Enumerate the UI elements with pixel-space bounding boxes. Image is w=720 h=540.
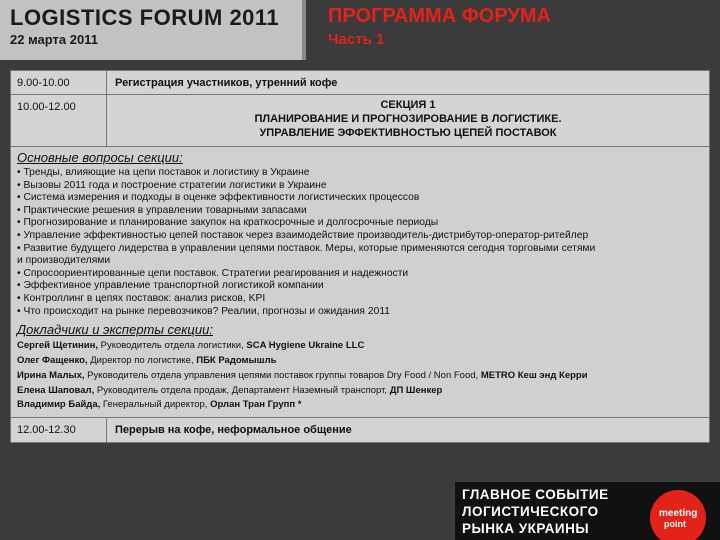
list-item: • Управление эффективностью цепей поставок через взаимодействие производитель-дистрибутор-оператор-ритейлер	[17, 229, 589, 241]
program-part: Часть 1	[328, 31, 385, 48]
list-item: • Тренды, влияющие на цепи поставок и логистику в Украине	[17, 167, 310, 178]
list-item: • Практические решения в управлении товарными запасами	[17, 204, 307, 216]
speaker-company: Орлан Тран Групп *	[210, 399, 302, 411]
speaker-role: Руководитель отдела логистики,	[97, 340, 247, 352]
list-item: • Система измерения и подходы в оценке эффективности логистических процессов	[17, 192, 420, 204]
speaker-name: Сергей Щетинин,	[17, 340, 98, 352]
speakers-list	[17, 339, 703, 413]
list-item: и производителями	[17, 255, 111, 267]
speaker-role: Директор по логистике,	[87, 354, 197, 366]
speaker-company: ДП Шенкер	[389, 384, 443, 396]
schedule-time: 12.00-12.30	[11, 418, 107, 442]
forum-title: LOGISTICS FORUM 2011	[10, 5, 280, 30]
logo-text: meeting	[659, 508, 698, 519]
forum-date: 22 марта 2011	[10, 32, 98, 47]
section-body	[11, 147, 709, 418]
footer-line: ГЛАВНОЕ СОБЫТИЕ	[462, 487, 609, 502]
schedule-table	[10, 70, 710, 443]
speakers-heading: Докладчики и эксперты секции:	[17, 322, 213, 338]
speaker-company: SCA Hygiene Ukraine LLC	[246, 340, 365, 352]
speaker-role: Руководитель отдела управления цепями поставок группы товаров Dry Food / Non Food,	[84, 369, 481, 381]
section-title-line: ПЛАНИРОВАНИЕ И ПРОГНОЗИРОВАНИЕ В ЛОГИСТИКЕ.	[254, 113, 562, 125]
schedule-desc: Регистрация участников, утренний кофе	[115, 77, 338, 89]
footer-line: ЛОГИСТИЧЕСКОГО	[462, 504, 599, 519]
speaker-item	[17, 384, 703, 399]
section-title-line: СЕКЦИЯ 1	[380, 99, 436, 111]
program-title: ПРОГРАММА ФОРУМА	[328, 5, 551, 27]
speaker-item	[17, 369, 703, 384]
schedule-row	[11, 95, 709, 147]
questions-list	[17, 167, 703, 318]
list-item: • Контроллинг в цепях поставок: анализ рисков, KPI	[17, 292, 266, 304]
speaker-name: Владимир Байда,	[17, 399, 101, 411]
speaker-company: ПБК Радомышль	[196, 354, 277, 366]
speaker-item	[17, 339, 703, 354]
list-item: • Вызовы 2011 года и построение стратегии логистики в Украине	[17, 179, 327, 191]
schedule-time: 9.00-10.00	[11, 71, 107, 94]
header-left-panel	[0, 0, 306, 60]
list-item: • Спросоориентированные цепи поставок. Стратегии реагирования и надежности	[17, 267, 409, 279]
logo-text: point	[664, 519, 686, 529]
speaker-company: METRO Кеш энд Керри	[480, 369, 588, 381]
speaker-name: Елена Шаповал,	[17, 384, 95, 396]
speaker-role: Руководитель отдела продаж, Департамент Наземный транспорт,	[94, 384, 390, 396]
section-title-line: УПРАВЛЕНИЕ ЭФФЕКТИВНОСТЬЮ ЦЕПЕЙ ПОСТАВОК	[259, 127, 557, 139]
schedule-time: 10.00-12.00	[11, 95, 107, 146]
list-item: • Развитие будущего лидерства в управлении цепями поставок. Меры, которые применяются сегодня торговыми сетями	[17, 242, 596, 254]
speaker-name: Олег Фащенко,	[17, 354, 88, 366]
footer-tagline	[462, 486, 609, 537]
section-title	[107, 95, 709, 146]
footer-line: РЫНКА УКРАИНЫ	[462, 521, 590, 536]
speaker-item	[17, 398, 703, 413]
list-item: • Что происходит на рынке перевозчиков? Реалии, прогнозы и ожидания 2011	[17, 305, 391, 317]
list-item: • Эффективное управление транспортной логистикой компании	[17, 280, 324, 292]
questions-heading: Основные вопросы секции:	[17, 150, 183, 165]
list-item: • Прогнозирование и планирование закупок на краткосрочные и долгосрочные периоды	[17, 217, 439, 229]
schedule-row	[11, 71, 709, 95]
schedule-row	[11, 418, 709, 442]
schedule-desc: Перерыв на кофе, неформальное общение	[115, 424, 352, 437]
speaker-role: Генеральный директор,	[100, 399, 211, 411]
speaker-name: Ирина Малых,	[17, 369, 85, 381]
speaker-item	[17, 354, 703, 369]
